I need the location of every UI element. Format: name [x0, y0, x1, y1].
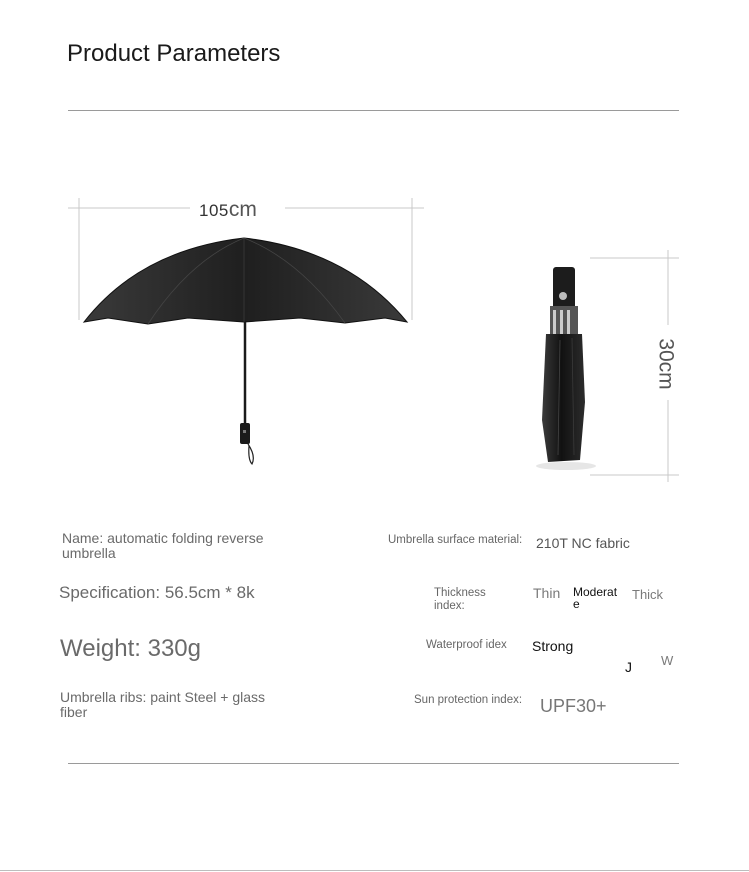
open-width-dimension: [199, 198, 257, 222]
folded-length-dimension: 30cm: [654, 338, 678, 390]
sun-protection-value: UPF30+: [540, 696, 607, 716]
sun-protection-label: Sun protection index:: [414, 694, 523, 706]
folded-umbrella: [536, 267, 596, 470]
spec-name: Name: automatic folding reverse umbrella: [62, 530, 264, 561]
waterproof-value: Strong: [532, 638, 574, 654]
open-width-unit: cm: [228, 198, 257, 221]
page-title: Product Parameters: [67, 40, 281, 67]
surface-material-value: 210T NC fabric: [536, 535, 630, 551]
thickness-thick: Thick: [632, 587, 664, 602]
spec-ribs: Umbrella ribs: paint Steel + glass fiber: [60, 689, 266, 720]
open-width-value: 105: [199, 201, 229, 220]
bottom-divider: [68, 763, 679, 764]
waterproof-extra-w: W: [661, 653, 674, 668]
waterproof-label: Waterproof idex: [426, 639, 507, 651]
thickness-thin: Thin: [533, 585, 561, 601]
spec-specification: Specification: 56.5cm * 8k: [59, 583, 255, 602]
thickness-moderate: Moderat e: [573, 585, 618, 611]
open-umbrella: [84, 238, 407, 464]
page-bottom-edge: [0, 870, 749, 871]
spec-weight: Weight: 330g: [60, 635, 201, 662]
waterproof-extra-j: J: [625, 659, 632, 675]
surface-material-label: Umbrella surface material:: [388, 534, 523, 546]
thickness-label: Thickness index:: [434, 587, 486, 612]
